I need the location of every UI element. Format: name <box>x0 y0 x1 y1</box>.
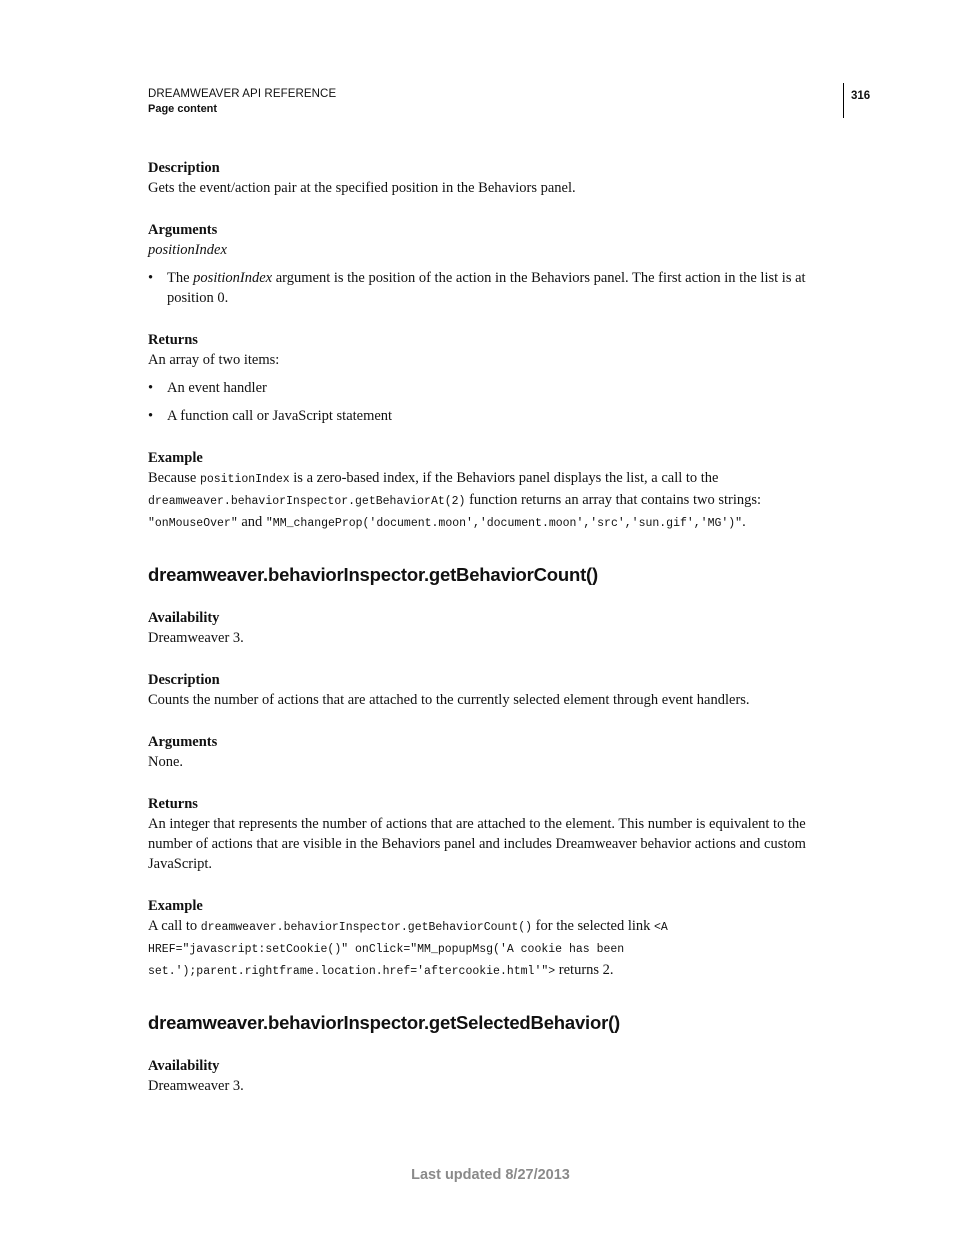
example-label: Example <box>148 450 203 466</box>
returns-text: An array of two items: <box>148 352 280 368</box>
document-title: DREAMWEAVER API REFERENCE <box>148 88 337 100</box>
page-content <box>148 158 830 1096</box>
example-text: Because positionIndex is a zero-based index, if the Behaviors panel displays the list, a call to the dreamweaver.behaviorInspector.getBehaviorAt(2) function returns an array that contains two strings: "onMouseOver" and "MM_changeProp('document.moon','document.moon','src','sun.gif','MG')". <box>148 470 762 530</box>
argument-name: positionIndex <box>148 242 227 258</box>
page-number: 316 <box>851 90 871 102</box>
bullet-icon: • <box>148 380 154 396</box>
arguments-label: Arguments <box>148 222 218 238</box>
example-label: Example <box>148 898 203 914</box>
availability-label: Availability <box>148 610 220 626</box>
arguments-list <box>148 268 830 308</box>
function-heading-getbehaviorcount: dreamweaver.behaviorInspector.getBehaviorCount() <box>148 564 598 585</box>
function-heading-getselectedbehavior: dreamweaver.behaviorInspector.getSelectedBehavior() <box>148 1012 621 1033</box>
description-label: Description <box>148 672 220 688</box>
description-label: Description <box>148 160 220 176</box>
list-item: • An event handler <box>148 380 267 396</box>
section-title: Page content <box>148 103 218 115</box>
returns-list <box>148 378 830 426</box>
running-header <box>148 87 336 117</box>
description-text: Gets the event/action pair at the specified position in the Behaviors panel. <box>148 180 576 196</box>
returns-label: Returns <box>148 332 198 348</box>
list-item: • A function call or JavaScript statement <box>148 408 393 424</box>
availability-text: Dreamweaver 3. <box>148 1078 244 1094</box>
arguments-label: Arguments <box>148 734 218 750</box>
bullet-icon: • <box>148 270 154 286</box>
footer-last-updated: Last updated 8/27/2013 <box>411 1167 570 1183</box>
availability-text: Dreamweaver 3. <box>148 630 244 646</box>
returns-label: Returns <box>148 796 198 812</box>
bullet-icon: • <box>148 408 154 424</box>
returns-text: An integer that represents the number of actions that are attached to the element. This number is equivalent to the number of actions that are visible in the Behaviors panel and includes Dreamweaver behavior actions and custom JavaScript. <box>148 816 806 872</box>
description-text: Counts the number of actions that are attached to the currently selected element through event handlers. <box>148 692 750 708</box>
example-text: A call to dreamweaver.behaviorInspector.getBehaviorCount() for the selected link <A HREF="javascript:setCookie()" onClick="MM_popupMsg('A cookie has been set.');parent.rightframe.location.href='aftercookie.html'"> returns 2. <box>148 918 668 978</box>
arguments-text: None. <box>148 754 184 770</box>
list-item: • The positionIndex argument is the position of the action in the Behaviors panel. The first action in the list is at position 0. <box>148 270 806 306</box>
header-rule <box>843 83 844 118</box>
availability-label: Availability <box>148 1058 220 1074</box>
